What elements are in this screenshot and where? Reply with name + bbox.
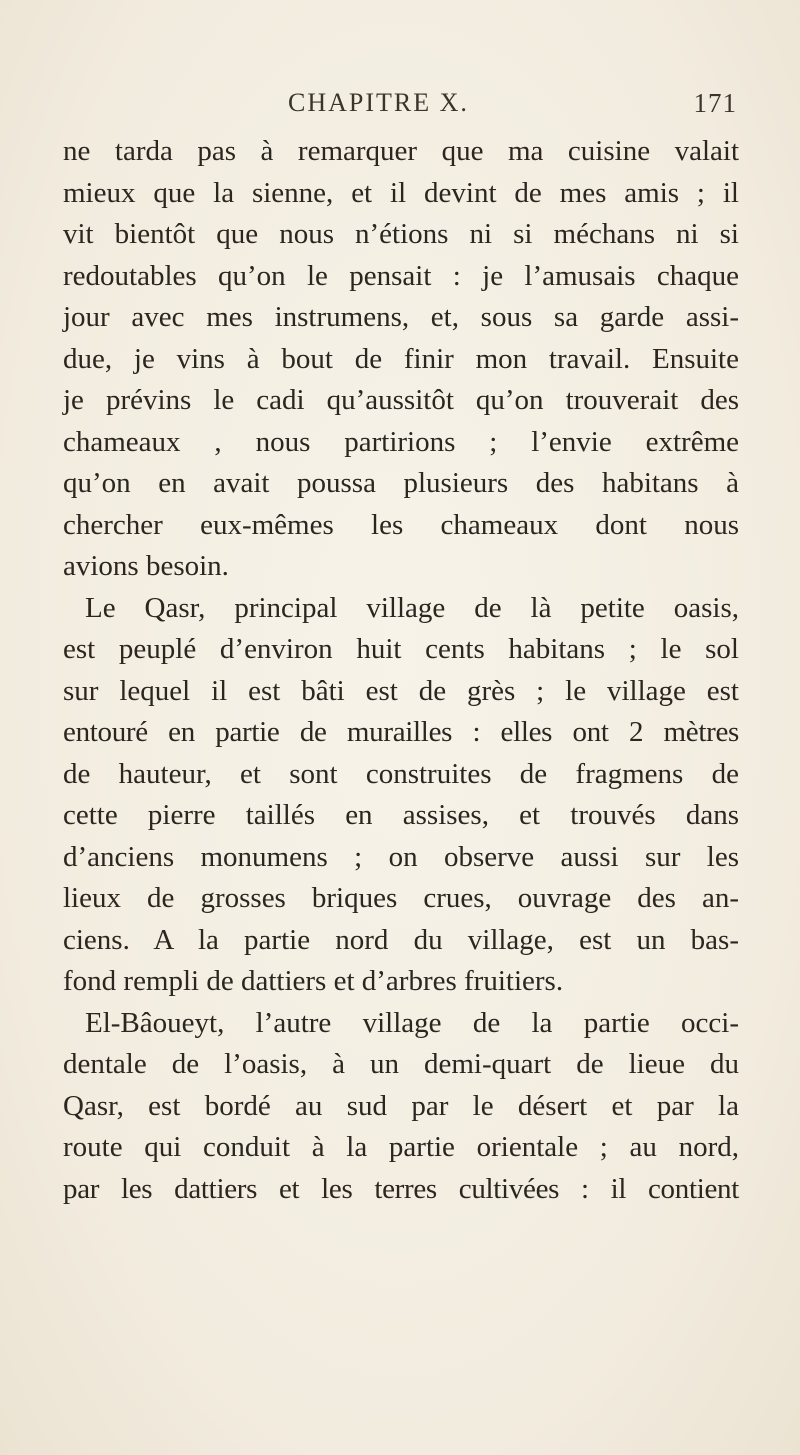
text-line: ne tarda pas à remarquer que ma cuisine valait [63, 135, 739, 167]
paragraph-start-line: Le Qasr, principal village de là petite oasis, [85, 591, 739, 624]
text-line: par les dattiers et les terres cultivées : il contient [63, 1172, 739, 1205]
text-line: entouré en partie de murailles : elles ont 2 mètres [63, 716, 739, 748]
text-line: Qasr, est bordé au sud par le désert et par la [63, 1089, 739, 1122]
text-line: due, je vins à bout de finir mon travail. Ensuite [63, 342, 739, 375]
page-header [63, 88, 739, 128]
text-line: jour avec mes instrumens, et, sous sa garde assi- [63, 301, 739, 333]
paragraph-end-line: fond rempli de dattiers et d’arbres fruitiers. [63, 965, 564, 997]
text-line: route qui conduit à la partie orientale ; au nord, [63, 1131, 739, 1163]
text-line: redoutables qu’on le pensait : je l’amusais chaque [63, 259, 739, 292]
text-line: est peuplé d’environ huit cents habitans ; le sol [63, 633, 739, 665]
text-line: chercher eux-mêmes les chameaux dont nous [63, 508, 739, 541]
text-line: dentale de l’oasis, à un demi-quart de lieue du [63, 1048, 739, 1080]
body-text [63, 131, 739, 1210]
text-line: de hauteur, et sont construites de fragmens de [63, 757, 739, 790]
paragraph-start-line: El-Bâoueyt, l’autre village de la partie occi- [85, 1006, 739, 1039]
text-line: lieux de grosses briques crues, ouvrage des an- [63, 882, 739, 914]
page-number: 171 [693, 88, 737, 118]
text-line: sur lequel il est bâti est de grès ; le village est [63, 674, 739, 707]
text-line: chameaux , nous partirions ; l’envie extrême [63, 425, 739, 458]
running-title: CHAPITRE X. [288, 88, 469, 117]
text-line: mieux que la sienne, et il devint de mes amis ; il [63, 176, 739, 209]
text-line: ciens. A la partie nord du village, est un bas- [63, 923, 739, 956]
text-line: d’anciens monumens ; on observe aussi sur les [63, 840, 739, 873]
text-line: vit bientôt que nous n’étions ni si méchans ni si [63, 218, 739, 250]
text-line: je prévins le cadi qu’aussitôt qu’on trouverait des [63, 384, 739, 416]
text-line: qu’on en avait poussa plusieurs des habitans à [63, 467, 739, 499]
paragraph-end-line: avions besoin. [63, 550, 229, 582]
text-line: cette pierre taillés en assises, et trouvés dans [63, 799, 739, 831]
